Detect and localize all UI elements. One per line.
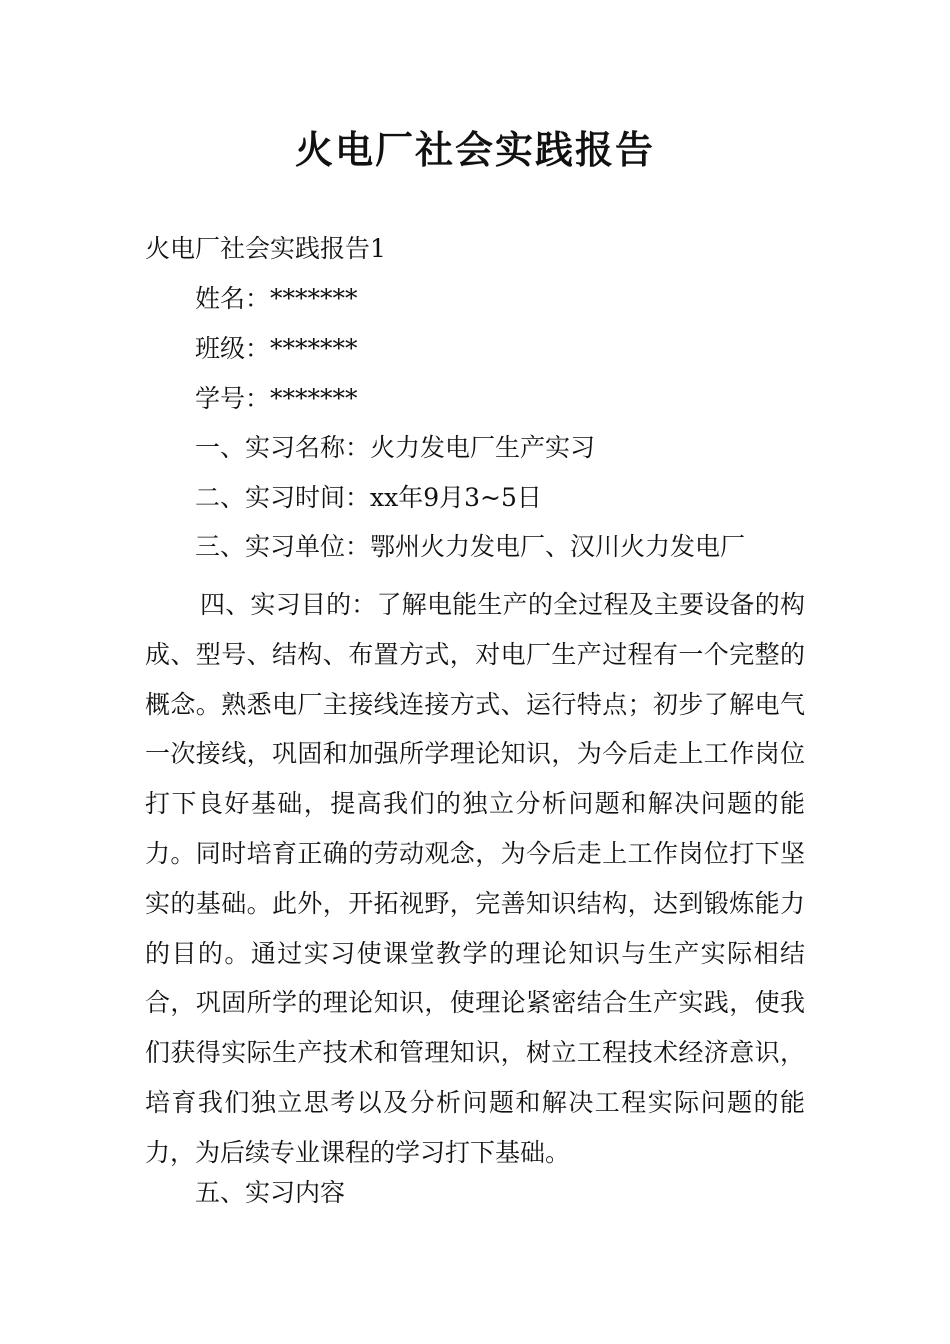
internship-name: 一、实习名称：火力发电厂生产实习 bbox=[195, 433, 596, 462]
document-title: 火电厂社会实践报告 bbox=[294, 128, 655, 172]
field-student-id: 学号：******* bbox=[195, 384, 358, 413]
internship-unit: 三、实习单位：鄂州火力发电厂、汉川火力发电厂 bbox=[195, 532, 746, 561]
internship-purpose-paragraph: 四、实习目的：了解电能生产的全过程及主要设备的构成、型号、结构、布置方式，对电厂生产过程有一个完整的概念。熟悉电厂主接线连接方式、运行特点；初步了解电气一次接线，巩固和加强所学理论知识，为今后走上工作岗位打下良好基础，提高我们的独立分析问题和解决问题的能力。同时培育正确的劳动观念，为今后走上工作岗位打下坚实的基础。此外，开拓视野，完善知识结构，达到锻炼能力的目的。通过实习使课堂教学的理论知识与生产实际相结合，巩固所学的理论知识，使理论紧密结合生产实践，使我们获得实际生产技术和管理知识，树立工程技术经济意识，培育我们独立思考以及分析问题和解决工程实际问题的能力，为后续专业课程的学习打下基础。 bbox=[145, 590, 805, 1167]
internship-time: 二、实习时间：xx年9月3~5日 bbox=[195, 483, 542, 512]
field-class: 班级：******* bbox=[195, 334, 358, 363]
report-subtitle: 火电厂社会实践报告1 bbox=[145, 234, 386, 263]
internship-content-heading: 五、实习内容 bbox=[195, 1178, 346, 1207]
field-name: 姓名：******* bbox=[195, 284, 358, 313]
